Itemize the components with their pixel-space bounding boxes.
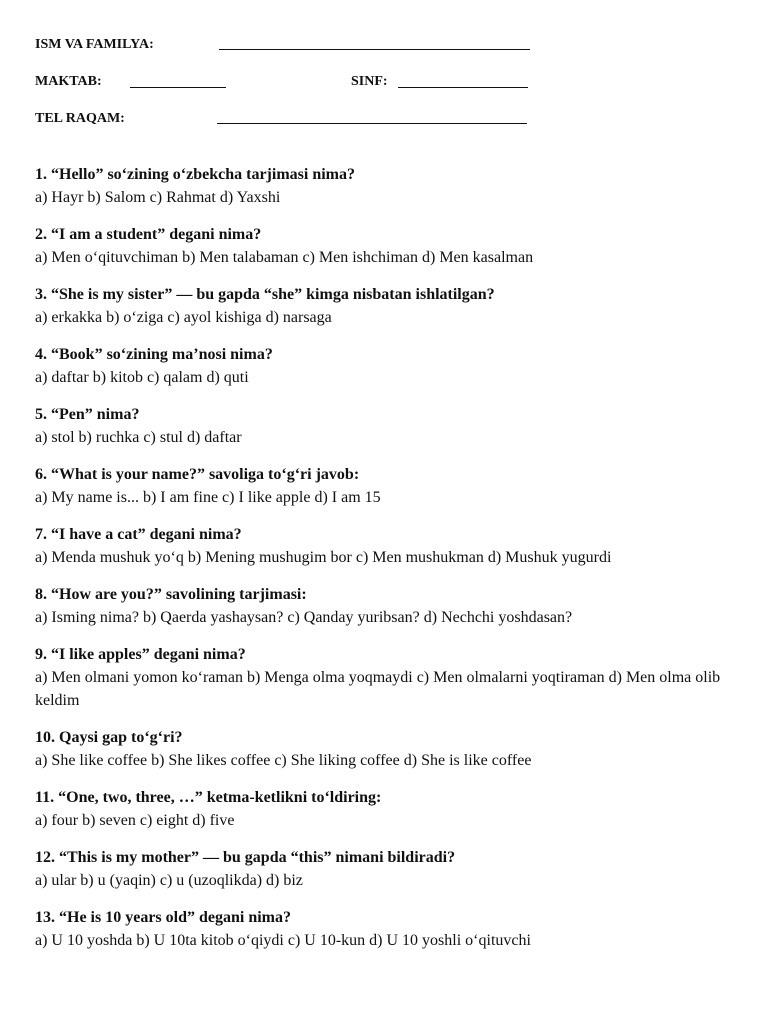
- question-item: [35, 786, 740, 832]
- question-title: 1. “Hello” so‘zining o‘zbekcha tarjimasi nima?: [35, 166, 355, 183]
- question-answers: a) daftar b) kitob c) qalam d) quti: [35, 369, 249, 386]
- question-answers: a) Hayr b) Salom c) Rahmat d) Yaxshi: [35, 189, 281, 206]
- phone-label: TEL RAQAM:: [35, 111, 125, 126]
- question-title: 9. “I like apples” degani nima?: [35, 646, 246, 663]
- question-title: 2. “I am a student” degani nima?: [35, 226, 262, 243]
- question-item: [35, 643, 740, 712]
- school-label: MAKTAB:: [35, 74, 102, 89]
- question-title: 10. Qaysi gap to‘g‘ri?: [35, 729, 183, 746]
- question-item: [35, 343, 740, 389]
- question-item: [35, 846, 740, 892]
- class-label: SINF:: [351, 74, 388, 89]
- question-item: [35, 726, 740, 772]
- questions-list: [35, 163, 740, 952]
- question-answers: a) erkakka b) o‘ziga c) ayol kishiga d) narsaga: [35, 309, 332, 326]
- name-label: ISM VA FAMILYA:: [35, 37, 154, 52]
- school-blank-line[interactable]: [130, 87, 226, 88]
- question-title: 12. “This is my mother” — bu gapda “this” nimani bildiradi?: [35, 849, 456, 866]
- question-title: 11. “One, two, three, …” ketma-ketlikni to‘ldiring:: [35, 789, 382, 806]
- name-blank-line[interactable]: [219, 49, 530, 50]
- question-answers: a) My name is... b) I am fine c) I like apple d) I am 15: [35, 489, 381, 506]
- question-item: [35, 463, 740, 509]
- question-title: 3. “She is my sister” — bu gapda “she” kimga nisbatan ishlatilgan?: [35, 286, 495, 303]
- question-answers: a) Isming nima? b) Qaerda yashaysan? c) Qanday yuribsan? d) Nechchi yoshdasan?: [35, 609, 573, 626]
- question-title: 8. “How are you?” savolining tarjimasi:: [35, 586, 307, 603]
- question-title: 13. “He is 10 years old” degani nima?: [35, 909, 292, 926]
- question-answers: a) Menda mushuk yo‘q b) Mening mushugim bor c) Men mushukman d) Mushuk yugurdi: [35, 549, 612, 566]
- question-item: [35, 523, 740, 569]
- question-item: [35, 583, 740, 629]
- phone-blank-line[interactable]: [217, 123, 527, 124]
- question-item: [35, 223, 740, 269]
- question-answers: a) Men olmani yomon ko‘raman b) Menga olma yoqmaydi c) Men olmalarni yoqtiraman d) Men olma olib keldim: [35, 669, 721, 709]
- class-blank-line[interactable]: [398, 87, 528, 88]
- question-item: [35, 403, 740, 449]
- question-title: 5. “Pen” nima?: [35, 406, 140, 423]
- question-answers: a) ular b) u (yaqin) c) u (uzoqlikda) d) biz: [35, 872, 303, 889]
- question-title: 7. “I have a cat” degani nima?: [35, 526, 242, 543]
- question-item: [35, 163, 740, 209]
- question-title: 4. “Book” so‘zining ma’nosi nima?: [35, 346, 273, 363]
- question-answers: a) U 10 yoshda b) U 10ta kitob o‘qiydi c) U 10-kun d) U 10 yoshli o‘qituvchi: [35, 932, 531, 949]
- question-title: 6. “What is your name?” savoliga to‘g‘ri javob:: [35, 466, 360, 483]
- question-item: [35, 283, 740, 329]
- question-item: [35, 906, 740, 952]
- question-answers: a) She like coffee b) She likes coffee c) She liking coffee d) She is like coffee: [35, 752, 532, 769]
- question-answers: a) Men o‘qituvchiman b) Men talabaman c) Men ishchiman d) Men kasalman: [35, 249, 534, 266]
- question-answers: a) four b) seven c) eight d) five: [35, 812, 235, 829]
- question-answers: a) stol b) ruchka c) stul d) daftar: [35, 429, 242, 446]
